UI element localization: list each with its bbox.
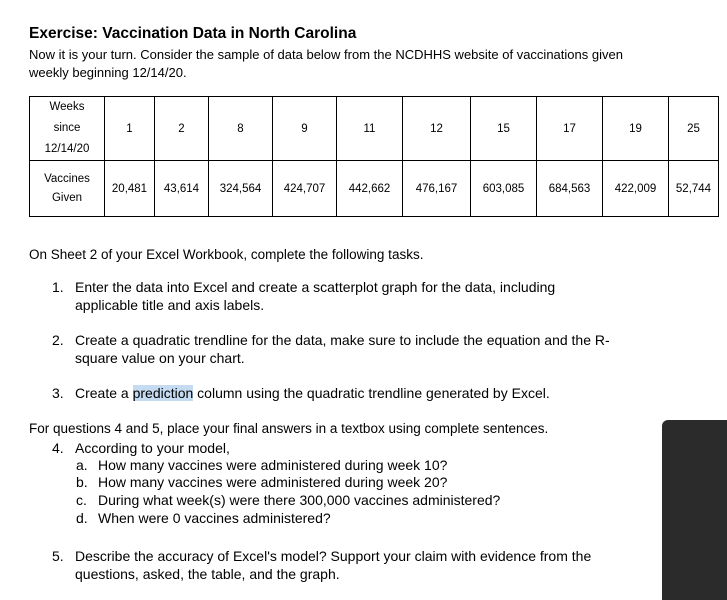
questions-intro: For questions 4 and 5, place your final answers in a textbox using complete sentences. xyxy=(29,421,549,436)
vaccination-table xyxy=(29,96,719,217)
week-cell: 1 xyxy=(105,97,155,161)
task-1: 1. Enter the data into Excel and create a scatterplot graph for the data, including applicable title and axis labels. xyxy=(52,279,556,313)
intro-paragraph xyxy=(29,46,694,82)
week-cell: 9 xyxy=(273,97,337,161)
vaccine-cell: 52,744 xyxy=(669,161,719,217)
vaccine-cell: 324,564 xyxy=(209,161,273,217)
weeks-row xyxy=(30,97,719,161)
week-cell: 2 xyxy=(155,97,209,161)
vaccine-cell: 424,707 xyxy=(273,161,337,217)
question-4: 4. According to your model, xyxy=(52,440,230,456)
task-3: 3. Create a prediction column using the quadratic trendline generated by Excel. xyxy=(52,385,550,401)
vaccine-cell: 20,481 xyxy=(105,161,155,217)
instructions-intro: On Sheet 2 of your Excel Workbook, complete the following tasks. xyxy=(29,247,424,262)
vaccine-cell: 422,009 xyxy=(603,161,669,217)
vaccines-header-cell: Vaccines Given xyxy=(30,161,105,217)
question-5: 5. Describe the accuracy of Excel's model? Support your claim with evidence from the questions, asked, the table, and the graph. xyxy=(52,548,592,582)
week-cell: 15 xyxy=(471,97,537,161)
exercise-title: Exercise: Vaccination Data in North Carolina xyxy=(29,25,357,42)
week-cell: 25 xyxy=(669,97,719,161)
week-cell: 11 xyxy=(337,97,403,161)
weeks-header-cell: Weeks since 12/14/20 xyxy=(30,97,105,161)
week-cell: 17 xyxy=(537,97,603,161)
intro-line-2: weekly beginning 12/14/20. xyxy=(29,65,187,80)
vaccine-cell: 603,085 xyxy=(471,161,537,217)
vaccine-cell: 43,614 xyxy=(155,161,209,217)
vaccines-row xyxy=(30,161,719,217)
vaccine-cell: 476,167 xyxy=(403,161,471,217)
week-cell: 8 xyxy=(209,97,273,161)
task-2: 2. Create a quadratic trendline for the data, make sure to include the equation and the R- square value on your chart. xyxy=(52,332,610,366)
dark-side-panel xyxy=(662,420,727,600)
vaccine-cell: 684,563 xyxy=(537,161,603,217)
highlighted-word: prediction xyxy=(132,385,194,401)
week-cell: 19 xyxy=(603,97,669,161)
vaccine-cell: 442,662 xyxy=(337,161,403,217)
week-cell: 12 xyxy=(403,97,471,161)
intro-line-1: Now it is your turn. Consider the sample of data below from the NCDHHS website of vaccinations given xyxy=(29,47,623,62)
